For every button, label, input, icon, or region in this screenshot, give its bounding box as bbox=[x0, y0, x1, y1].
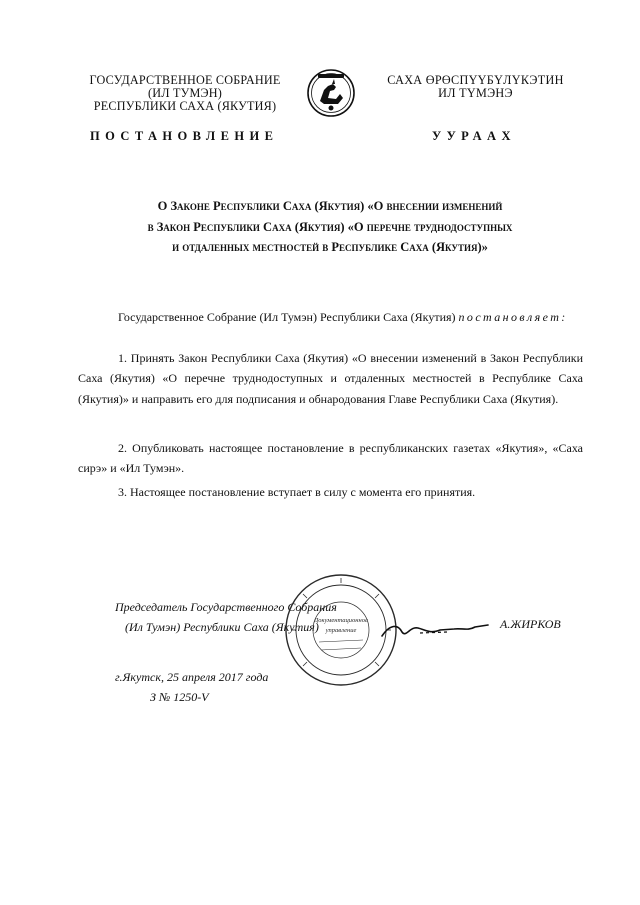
signer-name: А.ЖИРКОВ bbox=[500, 617, 561, 631]
doc-type-russian: ПОСТАНОВЛЕНИЕ bbox=[90, 129, 279, 143]
position-line: Председатель Государственного Собрания bbox=[115, 600, 337, 614]
item-3: 3. Настоящее постановление вступает в силу с момента его принятия. bbox=[118, 485, 476, 499]
item-1: 1. Принять Закон Республики Саха (Якутия) «О внесении изменений в Закон Республики Саха (Якутия) «О перечне труднодоступных и отдаленных местностей в Республике Саха (Якутия)» и направить его для подписания и обнародования Главе Республики Саха (Якутия). bbox=[78, 351, 583, 406]
header-right-org bbox=[368, 74, 583, 100]
header-left-org bbox=[70, 74, 300, 113]
header-left-line: ГОСУДАРСТВЕННОЕ СОБРАНИЕ bbox=[89, 73, 281, 87]
title-line: и отдаленных местностей в Республике Саха (Якутия)» bbox=[172, 240, 488, 254]
place-date: г.Якутск, 25 апреля 2017 года bbox=[115, 670, 269, 684]
doc-type-yakut: УУРААХ bbox=[432, 129, 516, 143]
intro-text: Государственное Собрание (Ил Тумэн) Республики Саха (Якутия) bbox=[118, 310, 456, 324]
header-left-line: (ИЛ ТУМЭН) bbox=[148, 86, 222, 100]
place-and-number bbox=[115, 667, 268, 707]
document-number: З № 1250-V bbox=[150, 690, 209, 704]
document-title bbox=[90, 196, 570, 258]
handwritten-signature-icon bbox=[380, 618, 490, 642]
decree-word: постановляет: bbox=[458, 310, 568, 324]
position-line: (Ил Тумэн) Республики Саха (Якутия) bbox=[125, 620, 319, 634]
coat-of-arms-emblem-icon bbox=[306, 68, 356, 118]
intro-paragraph bbox=[78, 307, 583, 327]
item-2: 2. Опубликовать настоящее постановление в республиканских газетах «Якутия», «Саха сирэ» и «Ил Тумэн». bbox=[78, 441, 583, 476]
title-line: О Законе Республики Саха (Якутия) «О внесении изменений bbox=[157, 199, 503, 213]
stamp-inner-text: управление bbox=[325, 627, 357, 634]
stamp-inner-text: Документационное bbox=[314, 617, 368, 624]
header-left-line: РЕСПУБЛИКИ САХА (ЯКУТИЯ) bbox=[93, 99, 277, 113]
title-line: в Закон Республики Саха (Якутия) «О перечне труднодоступных bbox=[147, 219, 513, 234]
header-right-line: САХА ӨРӨСПҮҮБҮЛҮКЭТИН bbox=[387, 73, 564, 87]
header-right-line: ИЛ ТҮМЭНЭ bbox=[438, 86, 513, 100]
